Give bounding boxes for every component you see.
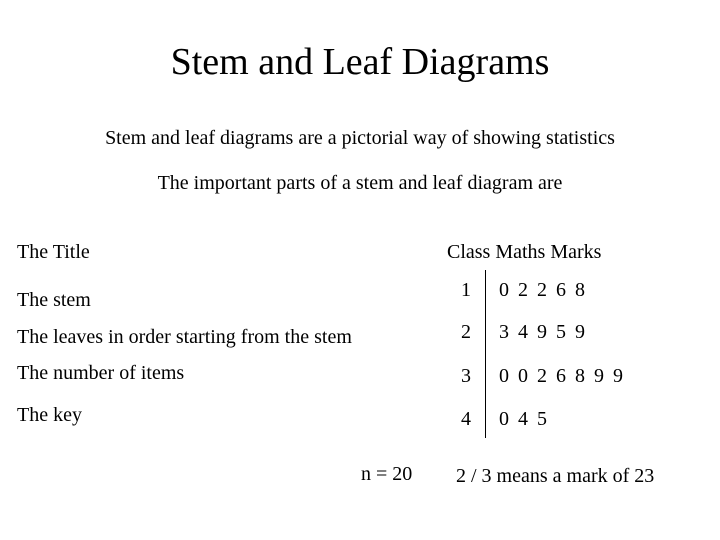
intro-line-2: The important parts of a stem and leaf diagram are bbox=[157, 172, 563, 194]
leaf-row bbox=[499, 321, 594, 344]
leaf: 6 bbox=[556, 279, 566, 301]
part-title: The Title bbox=[17, 241, 90, 263]
leaf: 3 bbox=[499, 321, 509, 343]
leaf: 0 bbox=[518, 365, 528, 387]
leaf: 6 bbox=[556, 365, 566, 387]
slide-title: Stem and Leaf Diagrams bbox=[170, 41, 550, 83]
leaf: 9 bbox=[613, 365, 623, 387]
leaf: 8 bbox=[575, 279, 585, 301]
part-leaves: The leaves in order starting from the stem bbox=[17, 326, 352, 348]
leaf: 4 bbox=[518, 408, 528, 430]
leaf: 0 bbox=[499, 279, 509, 301]
leaf-row bbox=[499, 279, 594, 302]
leaf: 4 bbox=[518, 321, 528, 343]
leaf: 0 bbox=[499, 365, 509, 387]
stem-value: 3 bbox=[461, 365, 471, 387]
diagram-title: Class Maths Marks bbox=[447, 241, 602, 263]
leaf: 8 bbox=[575, 365, 585, 387]
leaf: 9 bbox=[594, 365, 604, 387]
part-key: The key bbox=[17, 404, 82, 426]
stem-value: 2 bbox=[461, 321, 471, 343]
stem-divider-line bbox=[485, 270, 486, 438]
leaf: 0 bbox=[499, 408, 509, 430]
stem-value: 1 bbox=[461, 279, 471, 301]
leaf: 2 bbox=[537, 279, 547, 301]
leaf: 2 bbox=[518, 279, 528, 301]
intro-line-1: Stem and leaf diagrams are a pictorial way of showing statistics bbox=[105, 127, 615, 149]
diagram-key: 2 / 3 means a mark of 23 bbox=[456, 465, 655, 487]
leaf: 9 bbox=[537, 321, 547, 343]
leaf-row bbox=[499, 408, 556, 431]
leaf: 5 bbox=[556, 321, 566, 343]
leaf: 9 bbox=[575, 321, 585, 343]
leaf: 2 bbox=[537, 365, 547, 387]
part-number-of-items: The number of items bbox=[17, 362, 185, 384]
leaf-row bbox=[499, 365, 632, 388]
leaf: 5 bbox=[537, 408, 547, 430]
part-stem: The stem bbox=[17, 289, 91, 311]
item-count: n = 20 bbox=[361, 463, 413, 485]
stem-value: 4 bbox=[461, 408, 471, 430]
